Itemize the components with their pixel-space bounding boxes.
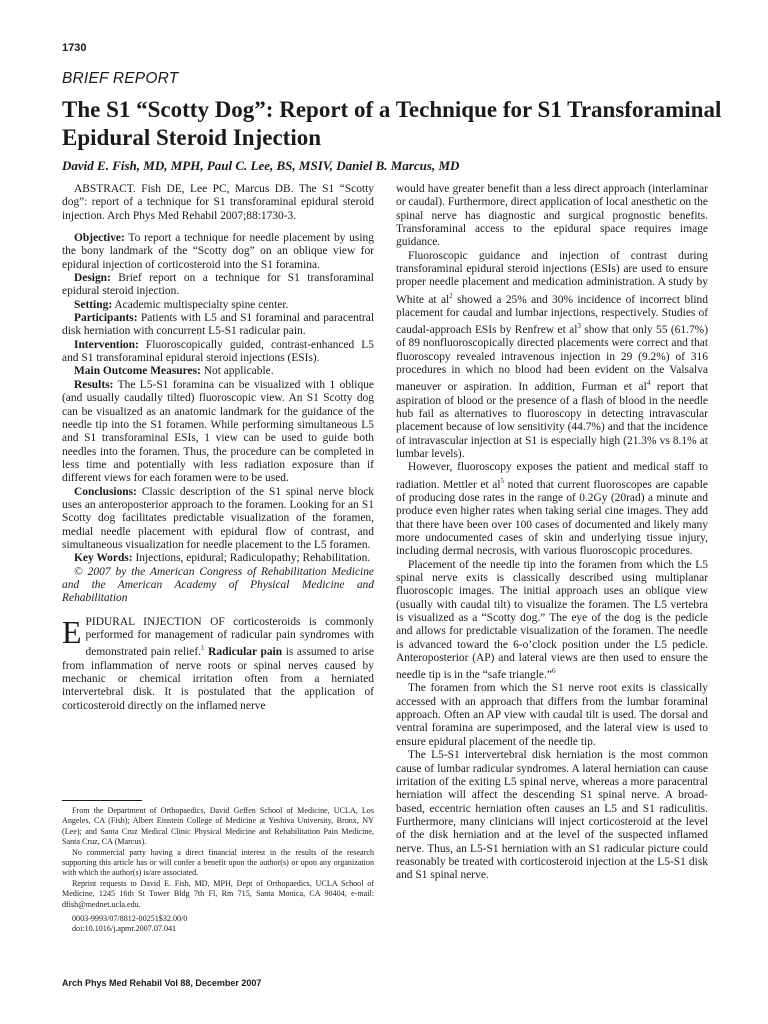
journal-footer: Arch Phys Med Rehabil Vol 88, December 2007 <box>62 978 262 988</box>
abstract-outcome-measures: Main Outcome Measures: Not applicable. <box>74 365 274 378</box>
body-paragraph: Placement of the needle tip into the foramen from which the L5 spinal nerve exits is classically described using multiplanar fluoroscopic images. The initial approach uses an oblique view (usually with caudal tilt) to visualize the foramen. The L5 vertebra is visualized as a “Scotty dog.” The eye of the dog is the pedicle and allows for predictable visualization of the foramen. The needle is advanced toward the 6-o’clock position under the L5 pedicle. Anteroposterior (AP) and lateral views are then used to ensure the needle tip is in the “safe triangle.”$^6$ <box>396 558 708 682</box>
copyright-notice: © 2007 by the American Congress of Rehabilitation Medicine and the American Academy of Physical Medicine and Rehabilitation <box>62 565 374 605</box>
abstract-setting: Setting: Academic multispecialty spine center. <box>74 298 289 311</box>
footnote-divider <box>62 800 142 801</box>
footnotes <box>62 806 374 935</box>
article-title: The S1 “Scotty Dog”: Report of a Technique for S1 Transforaminal Epidural Steroid Injection <box>62 97 722 150</box>
body-paragraph: Fluoroscopic guidance and injection of contrast during transforaminal epidural steroid injections (ESIs) are used to ensure proper needle placement and medication administration. A study by White at $al^2$ showed a 25% and 30% incidence of incorrect blind placement for caudal and lumbar injections, respectively. Studies of caudal-approach ESIs by Renfrew et $al^3$ show that only 55 (61.7%) of 89 nonfluoroscopically directed placements were correct and that fluoroscopy revealed intravenous injection in 29 (9.2%) of 316 procedures in which no blood had been evident on the Valsalva maneuver or aspiration. In addition, Furman et $al^4$ report that aspiration of blood or the presence of a flash of blood in the needle hub fail as alternatives to fluoroscopy in detecting intravascular placement because of low sensitivity (44.7%) and that the incidence of intravascular injection at S1 is especially high (21.3% vs 8.1% at lumbar levels). <box>396 249 709 460</box>
drop-cap: E <box>62 613 82 650</box>
abstract-intervention: Intervention: Fluoroscopically guided, contrast-enhanced L5 and S1 transforaminal epidural steroid injections (ESIs). <box>62 338 374 365</box>
page-number: 1730 <box>62 42 87 54</box>
body-paragraph: However, fluoroscopy exposes the patient and medical staff to radiation. Mettler et $al^5$ noted that current fluoroscopes are capable of producing dose rates in the range of 0.2Gy (20rad) a minute and produce even higher rates when taking serial cine images. They add that there have been over 100 cases of documented and likely many more undocumented cases of skin and underlying tissue injury, including dermal necrosis, with various fluoroscopic procedures. <box>396 461 708 558</box>
section-label: BRIEF REPORT <box>62 70 179 87</box>
abstract-results: Results: The L5-S1 foramina can be visualized with 1 oblique (and usually caudally tilted) fluoroscopic view. An S1 Scotty dog can be visualized as an anatomic landmark for the guidance of the needle tip into the S1 foramen. While performing simultaneous L5 and S1 transforaminal ESIs, 1 view can be used to guide both needles into the foramen. Thus, the procedure can be completed in less time and potentially with less radiation exposure than if different views for each foramen were to be used. <box>62 378 374 485</box>
abstract-conclusions: Conclusions: Classic description of the S1 spinal nerve block uses an anteroposterior approach to the foramen. Looking for an S1 Scotty dog facilitates predictable visualization of the foramen, medial needle placement with epidural flow of contrast, and simultaneous visualization for needle placement to the L5 foramen. <box>62 485 374 551</box>
author-list: David E. Fish, MD, MPH, Paul C. Lee, BS, MSIV, Daniel B. Marcus, MD <box>62 158 460 173</box>
abstract-citation: ABSTRACT. Fish DE, Lee PC, Marcus DB. The S1 “Scotty dog”: report of a technique for S1 transforaminal epidural steroid injection. Arch Phys Med Rehabil 2007;88:1730-3. <box>62 183 374 222</box>
abstract-design: Design: Brief report on a technique for S1 transforaminal epidural steroid injection. <box>62 272 374 298</box>
right-column <box>396 183 708 883</box>
issn-code: 0003-9993/07/8812-00251$32.00/0 <box>72 914 188 924</box>
footnote-disclosure: No commercial party having a direct financial interest in the results of the research supporting this article has or will confer a benefit upon the author(s) or upon any organization with which the author(s) is/are associated. <box>62 847 374 878</box>
intro-paragraph: EPIDURAL INJECTION OF corticosteroids is commonly performed for management of radicular pain syndromes with demonstrated pain relief.$^1$ Radicular pain is assumed to arise from inflammation of nerve roots or spinal nerves caused by mechanic or chemical irritation often from a herniated intervertebral disk. It is postulated that the application of corticosteroid directly on the inflamed nerve <box>62 613 374 712</box>
body-paragraph: The L5-S1 intervertebral disk herniation is the most common cause of lumbar radicular syndromes. A lateral herniation can cause irritation of the exiting L5 spinal nerve, whereas a more paracentral herniation will affect the descending S1 spinal nerve. A broad-based, eccentric herniation often causes an L5 and S1 radiculitis. Furthermore, many clinicians will inject corticosteroid at the level of the disk herniation and at the level of the suspected inflamed nerve. Thus, an L5-S1 herniation with an S1 radicular picture could reasonably be treated with corticosteroid injection at the L5-S1 disk and S1 spinal nerve. <box>396 749 708 882</box>
body-paragraph: The foramen from which the S1 nerve root exits is classically accessed with an approach that differs from the lumbar foraminal approach. Often an AP view with caudal tilt is used. The dorsal and ventral foramina are superimposed, and the lateral view is used to ensure epidural placement of the needle tip. <box>396 682 708 748</box>
abstract-objective: Objective: To report a technique for needle placement by using the bony landmark of the “Scotty dog” on an oblique view for epidural injection of corticosteroid into the S1 foramina. <box>62 232 374 271</box>
left-column <box>62 183 374 713</box>
footnote-affiliations: From the Department of Orthopaedics, David Geffen School of Medicine, UCLA, Los Angeles, CA (Fish); Albert Einstein College of Medicine at Yeshiva University, Bronx, NY (Lee); and Santa Cruz Medical Clinic Physical Medicine and Rehabilitation Pain Medicine, Santa Cruz, CA (Marcus). <box>62 806 374 847</box>
doi: doi:10.1016/j.apmr.2007.07.041 <box>72 924 177 934</box>
abstract-key-words: Key Words: Injections, epidural; Radiculopathy; Rehabilitation. <box>74 552 371 565</box>
footnote-reprint: Reprint requests to David E. Fish, MD, MPH, Dept of Orthopaedics, UCLA School of Medicine, 1245 16th St Tower Bldg 7th Fl, Rm 715, Santa Monica, CA 90404, e-mail: dfish@mednet.ucla.edu. <box>62 878 374 909</box>
body-paragraph: would have greater benefit than a less direct approach (interlaminar or caudal). Furthermore, direct application of local anesthetic on the spinal nerve has diagnostic and surgical prognostic benefits. Transforaminal access to the epidural space requires image guidance. <box>396 183 708 249</box>
abstract-participants: Participants: Patients with L5 and S1 foraminal and paracentral disk herniation with concurrent L5-S1 radicular pain. <box>62 312 374 338</box>
